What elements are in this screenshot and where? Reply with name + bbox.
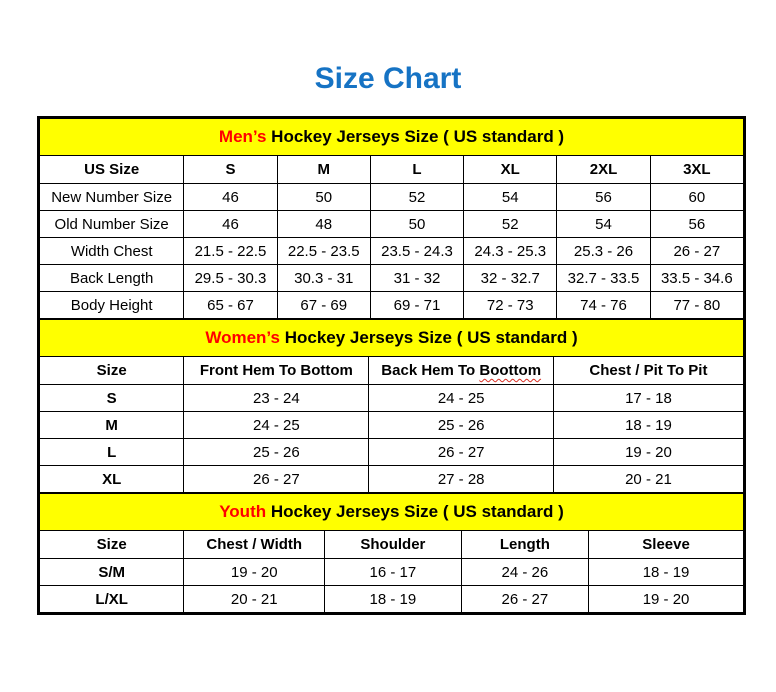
- column-header-length: Length: [461, 531, 588, 559]
- column-header-size: Size: [40, 531, 184, 559]
- mens-header-row: [40, 156, 744, 184]
- column-header-chest-pit: Chest / Pit To Pit: [553, 357, 743, 385]
- column-header-sleeve: Sleeve: [589, 531, 744, 559]
- column-header-l: L: [370, 156, 463, 184]
- cell-value: 33.5 - 34.6: [650, 265, 743, 292]
- cell-value: 69 - 71: [370, 292, 463, 319]
- page-title: Size Chart: [314, 62, 462, 95]
- cell-value: 26 - 27: [184, 466, 369, 493]
- cell-value: 46: [184, 211, 277, 238]
- cell-value: 19 - 20: [184, 559, 325, 586]
- cell-value: 19 - 20: [589, 586, 744, 613]
- column-header-xl: XL: [464, 156, 557, 184]
- cell-value: 52: [464, 211, 557, 238]
- cell-value: 16 - 17: [325, 559, 462, 586]
- column-header-3xl: 3XL: [650, 156, 743, 184]
- row-label: Back Length: [40, 265, 184, 292]
- row-label: M: [40, 412, 184, 439]
- womens-band-row: [40, 320, 744, 357]
- cell-value: 31 - 32: [370, 265, 463, 292]
- cell-value: 46: [184, 184, 277, 211]
- column-header-s: S: [184, 156, 277, 184]
- cell-value: 56: [557, 184, 650, 211]
- cell-value: 19 - 20: [553, 439, 743, 466]
- cell-value: 72 - 73: [464, 292, 557, 319]
- cell-value: 54: [557, 211, 650, 238]
- column-header-front-hem: Front Hem To Bottom: [184, 357, 369, 385]
- youth-size-table: [39, 493, 744, 613]
- row-label: L: [40, 439, 184, 466]
- womens-section-title: [40, 320, 744, 357]
- row-label: S/M: [40, 559, 184, 586]
- womens-size-table: [39, 319, 744, 493]
- table-row-women-xl: [40, 466, 744, 493]
- cell-value: 18 - 19: [325, 586, 462, 613]
- cell-value: 50: [277, 184, 370, 211]
- row-label: New Number Size: [40, 184, 184, 211]
- cell-value: 32.7 - 33.5: [557, 265, 650, 292]
- column-header-size: Size: [40, 357, 184, 385]
- womens-section-highlight: Women’s: [205, 328, 280, 347]
- cell-value: 52: [370, 184, 463, 211]
- mens-section-text: Hockey Jerseys Size ( US standard ): [266, 127, 565, 146]
- column-header-shoulder: Shoulder: [325, 531, 462, 559]
- youth-section-text: Hockey Jerseys Size ( US standard ): [266, 502, 564, 521]
- cell-value: 56: [650, 211, 743, 238]
- cell-value: 26 - 27: [461, 586, 588, 613]
- cell-value: 24 - 26: [461, 559, 588, 586]
- cell-value: 48: [277, 211, 370, 238]
- table-row-back-length: [40, 265, 744, 292]
- cell-value: 17 - 18: [553, 385, 743, 412]
- cell-value: 77 - 80: [650, 292, 743, 319]
- column-header-us-size: US Size: [40, 156, 184, 184]
- cell-value: 74 - 76: [557, 292, 650, 319]
- cell-value: 23 - 24: [184, 385, 369, 412]
- mens-band-row: [40, 119, 744, 156]
- youth-section-title: [40, 494, 744, 531]
- youth-section-highlight: Youth: [219, 502, 267, 521]
- table-row-width-chest: [40, 238, 744, 265]
- cell-value: 32 - 32.7: [464, 265, 557, 292]
- row-label: Width Chest: [40, 238, 184, 265]
- back-hem-prefix: Back Hem To: [381, 362, 480, 379]
- cell-value: 20 - 21: [553, 466, 743, 493]
- youth-header-row: [40, 531, 744, 559]
- cell-value: 24 - 25: [369, 385, 553, 412]
- column-header-back-hem: [369, 357, 553, 385]
- cell-value: 29.5 - 30.3: [184, 265, 277, 292]
- cell-value: 21.5 - 22.5: [184, 238, 277, 265]
- cell-value: 23.5 - 24.3: [370, 238, 463, 265]
- cell-value: 27 - 28: [369, 466, 553, 493]
- mens-size-table: [39, 118, 744, 319]
- cell-value: 22.5 - 23.5: [277, 238, 370, 265]
- table-row-women-m: [40, 412, 744, 439]
- mens-section-highlight: Men’s: [218, 127, 267, 146]
- size-chart-container: [37, 116, 746, 615]
- cell-value: 25.3 - 26: [557, 238, 650, 265]
- row-label: S: [40, 385, 184, 412]
- row-label: L/XL: [40, 586, 184, 613]
- cell-value: 25 - 26: [369, 412, 553, 439]
- column-header-2xl: 2XL: [557, 156, 650, 184]
- cell-value: 60: [650, 184, 743, 211]
- table-row-body-height: [40, 292, 744, 319]
- womens-section-text: Hockey Jerseys Size ( US standard ): [279, 328, 578, 347]
- row-label: XL: [40, 466, 184, 493]
- row-label: Body Height: [40, 292, 184, 319]
- table-row-women-s: [40, 385, 744, 412]
- table-row-youth-sm: [40, 559, 744, 586]
- cell-value: 26 - 27: [369, 439, 553, 466]
- cell-value: 25 - 26: [184, 439, 369, 466]
- column-header-chest-width: Chest / Width: [184, 531, 325, 559]
- cell-value: 18 - 19: [589, 559, 744, 586]
- cell-value: 54: [464, 184, 557, 211]
- cell-value: 67 - 69: [277, 292, 370, 319]
- youth-band-row: [40, 494, 744, 531]
- table-row-old-number-size: [40, 211, 744, 238]
- womens-header-row: [40, 357, 744, 385]
- cell-value: 18 - 19: [553, 412, 743, 439]
- column-header-m: M: [277, 156, 370, 184]
- cell-value: 24 - 25: [184, 412, 369, 439]
- misspelled-word: Boottom: [479, 362, 542, 379]
- table-row-women-l: [40, 439, 744, 466]
- table-row-youth-lxl: [40, 586, 744, 613]
- row-label: Old Number Size: [40, 211, 184, 238]
- cell-value: 24.3 - 25.3: [464, 238, 557, 265]
- cell-value: 20 - 21: [184, 586, 325, 613]
- table-row-new-number-size: [40, 184, 744, 211]
- cell-value: 65 - 67: [184, 292, 277, 319]
- cell-value: 26 - 27: [650, 238, 743, 265]
- cell-value: 50: [370, 211, 463, 238]
- cell-value: 30.3 - 31: [277, 265, 370, 292]
- mens-section-title: [40, 119, 744, 156]
